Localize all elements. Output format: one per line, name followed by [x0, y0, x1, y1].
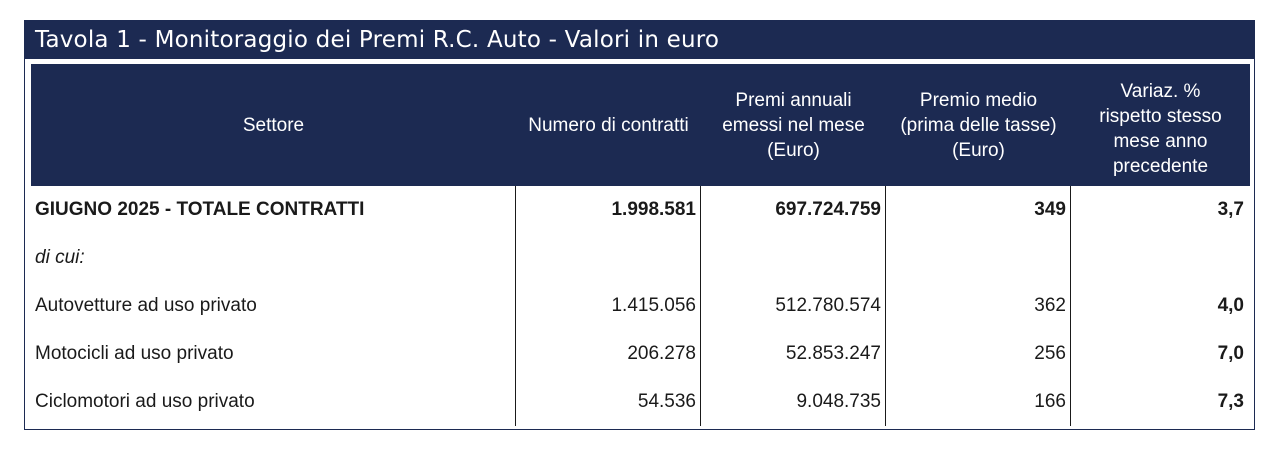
cell-medio: 349 — [886, 186, 1071, 234]
table-row — [31, 330, 1250, 378]
header-medio-line2: (prima delle tasse) — [900, 114, 1057, 136]
cell-medio — [886, 234, 1071, 282]
header-variaz-line3: mese anno — [1113, 131, 1208, 152]
header-medio-line3: (Euro) — [952, 139, 1005, 161]
table-body — [31, 186, 1250, 426]
header-settore-label: Settore — [242, 114, 305, 136]
table-row — [31, 378, 1250, 426]
cell-variaz — [1071, 234, 1250, 282]
cell-settore: Autovetture ad uso privato — [31, 282, 516, 330]
cell-variaz: 7,0 — [1217, 343, 1244, 364]
cell-variaz: 7,3 — [1217, 391, 1244, 412]
cell-premi: 52.853.247 — [701, 330, 886, 378]
header-settore — [31, 64, 516, 186]
table-row — [31, 282, 1250, 330]
table-row — [31, 186, 1250, 234]
header-premio-medio — [886, 64, 1071, 186]
header-premi-line1: Premi annuali — [735, 89, 852, 111]
cell-premi: 512.780.574 — [701, 282, 886, 330]
header-variaz-line2: rispetto stesso — [1099, 106, 1222, 127]
header-premi-line2: emessi nel mese — [722, 114, 865, 136]
table-row — [31, 234, 1250, 282]
cell-numero — [516, 234, 701, 282]
cell-medio: 362 — [886, 282, 1071, 330]
cell-settore: di cui: — [31, 234, 516, 282]
table-frame — [24, 20, 1255, 430]
cell-medio: 166 — [886, 378, 1071, 426]
cell-numero: 1.998.581 — [516, 186, 701, 234]
header-variaz-line1: Variaz. % — [1120, 81, 1201, 102]
header-variazione — [1071, 64, 1250, 186]
cell-variaz: 4,0 — [1217, 295, 1244, 316]
cell-medio: 256 — [886, 330, 1071, 378]
cell-premi: 697.724.759 — [701, 186, 886, 234]
header-medio-line1: Premio medio — [919, 89, 1038, 111]
header-numero-label: Numero di contratti — [528, 114, 689, 136]
header-premi-line3: (Euro) — [767, 139, 820, 161]
cell-settore: GIUGNO 2025 - TOTALE CONTRATTI — [31, 186, 516, 234]
header-variaz-line4: precedente — [1112, 156, 1209, 177]
cell-numero: 54.536 — [516, 378, 701, 426]
cell-numero: 1.415.056 — [516, 282, 701, 330]
cell-variaz: 3,7 — [1217, 199, 1244, 220]
cell-settore: Ciclomotori ad uso privato — [31, 378, 516, 426]
cell-numero: 206.278 — [516, 330, 701, 378]
header-numero-contratti — [516, 64, 701, 186]
table-header — [31, 64, 1250, 186]
table-title: Tavola 1 - Monitoraggio dei Premi R.C. Auto - Valori in euro — [25, 21, 1254, 59]
cell-premi — [701, 234, 886, 282]
cell-settore: Motocicli ad uso privato — [31, 330, 516, 378]
cell-premi: 9.048.735 — [701, 378, 886, 426]
header-premi-annuali — [701, 64, 886, 186]
